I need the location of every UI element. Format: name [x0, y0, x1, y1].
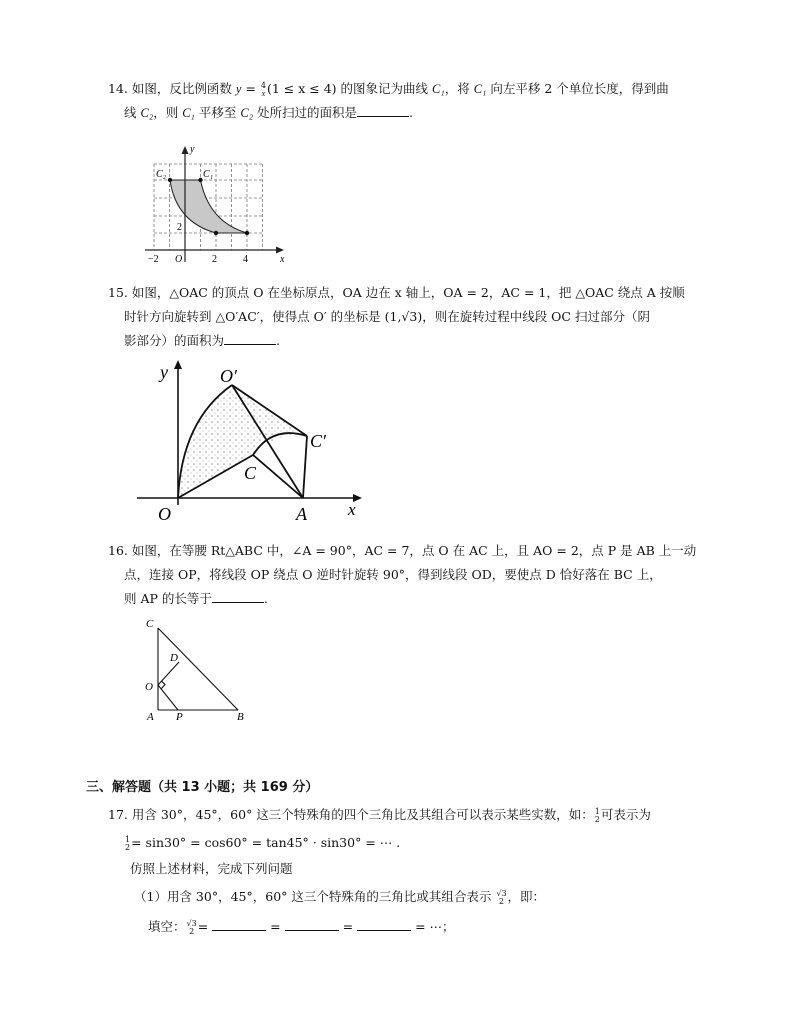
svg-text:C₁: C₁	[203, 169, 214, 180]
svg-text:C′: C′	[310, 431, 326, 451]
svg-text:2: 2	[212, 254, 217, 265]
y-axis-arrow-icon	[174, 360, 182, 369]
q14-figure	[140, 138, 290, 266]
section-heading: 三、解答题（共 13 小题；共 169 分）	[86, 780, 319, 795]
q16-line1: 16. 如图，在等腰 Rt△ABC 中，∠A = 90°，AC = 7，点 O 在 AC 上，且 AO = 2，点 P 是 AB 上一动	[108, 543, 697, 558]
q14-line1: 14. 如图，反比例函数 y = 4 x (1 ≤ x ≤ 4) 的图象记为曲线 C₁，将 C₁ 向左平移 2 个单位长度，得到曲	[108, 80, 669, 98]
svg-text:C: C	[146, 618, 154, 630]
question-number: 14.	[108, 81, 128, 96]
fraction-one-half: 1 2	[594, 806, 600, 824]
y-axis-arrow-icon	[182, 146, 189, 154]
swept-area	[178, 385, 305, 498]
q17-fill: 填空： √3 2 = = = = ⋯；	[148, 918, 455, 936]
q17-line3: 仿照上述材料，完成下列问题	[130, 861, 293, 876]
svg-text:O: O	[145, 681, 153, 693]
svg-text:A: A	[147, 711, 154, 723]
q16-figure	[135, 612, 260, 727]
answer-blank[interactable]	[357, 104, 409, 117]
q15-line2: 时针方向旋转到 △O′AC′，使得点 O′ 的坐标是 (1,√3)，则在旋转过程中线段 OC 扫过部分（阴	[124, 309, 650, 324]
svg-text:2: 2	[177, 222, 182, 233]
answer-blank-3[interactable]	[357, 918, 411, 931]
svg-text:O: O	[158, 504, 171, 524]
svg-text:A: A	[296, 504, 307, 524]
svg-text:−2: −2	[148, 254, 159, 265]
q17-line1: 17. 用含 30°，45°，60° 这三个特殊角的四个三角比及其组合可以表示某些实数，如： 1 2 可表示为	[108, 806, 651, 824]
svg-text:P: P	[176, 711, 183, 723]
question-number: 15.	[108, 285, 128, 300]
fraction-sqrt3-over-2: √3 2	[496, 888, 507, 906]
svg-text:C₂: C₂	[156, 169, 167, 180]
q15-figure	[130, 355, 370, 525]
answer-blank[interactable]	[212, 590, 264, 603]
q16-line3: 则 AP 的长等于 .	[124, 591, 268, 606]
svg-text:y: y	[190, 144, 195, 155]
question-number: 16.	[108, 543, 128, 558]
svg-text:x: x	[348, 500, 356, 519]
svg-text:y: y	[160, 362, 168, 382]
fraction-4-over-x: 4 x	[260, 80, 266, 98]
answer-blank[interactable]	[224, 332, 276, 345]
q17-part1: （1）用含 30°，45°，60° 这三个特殊角的三角比或其组合表示 √3 2 ，即：	[134, 888, 546, 906]
answer-blank-1[interactable]	[212, 918, 266, 931]
q14-line2: 线 C₂，则 C₁ 平移至 C₂ 处所扫过的面积是 .	[124, 105, 414, 120]
q16-line2: 点，连接 OP，将线段 OP 绕点 O 逆时针旋转 90°，得到线段 OD，要使点 D 恰好落在 BC 上，	[124, 567, 662, 582]
svg-text:4: 4	[243, 254, 248, 265]
svg-text:O: O	[175, 254, 183, 265]
q15-line1: 15. 如图，△OAC 的顶点 O 在坐标原点，OA 边在 x 轴上，OA = 2，AC = 1，把 △OAC 绕点 A 按顺	[108, 285, 685, 300]
svg-text:B: B	[237, 711, 244, 723]
svg-text:O′: O′	[220, 366, 237, 386]
q15-line3: 影部分）的面积为 .	[124, 333, 280, 348]
question-number: 17.	[108, 807, 128, 822]
x-axis-arrow-icon	[276, 247, 284, 254]
svg-text:C: C	[244, 463, 257, 483]
fraction-sqrt3-over-2: √3 2	[186, 918, 197, 936]
svg-text:x: x	[280, 254, 285, 265]
fraction-one-half: 1 2	[125, 834, 131, 852]
q17-line2: 1 2 = sin30° = cos60° = tan45° · sin30° = ⋯ .	[125, 834, 401, 852]
svg-text:D: D	[170, 652, 178, 664]
answer-blank-2[interactable]	[285, 918, 339, 931]
